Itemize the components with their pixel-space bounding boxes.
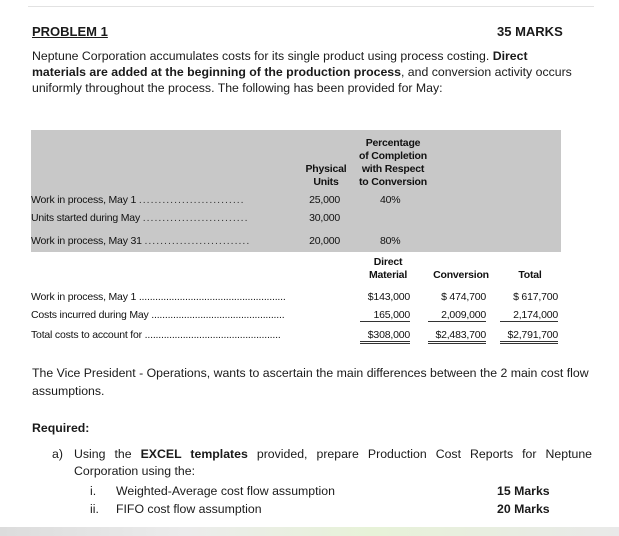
- problem-title: PROBLEM 1: [32, 24, 108, 39]
- item-marker: i.: [90, 484, 97, 498]
- units-value: 30,000: [309, 212, 340, 224]
- direct-material-header: [362, 256, 414, 282]
- units-value: 20,000: [309, 235, 340, 247]
- vp-paragraph: The Vice President - Operations, wants to ascertain the main differences between the 2 main cost flow assumptions.: [32, 366, 589, 398]
- total-value: $2,791,700: [500, 329, 558, 344]
- units-table-background: [31, 130, 561, 252]
- units-row-label: [31, 212, 265, 224]
- top-divider: [28, 6, 594, 7]
- intro-text-2: , and conversion activity occurs uniformly throughout the process. The following has been provided for May:: [32, 65, 572, 95]
- cost-row-label-text: Total costs to account for: [31, 329, 142, 341]
- conversion-header: Conversion: [433, 269, 489, 281]
- question-a-bold: EXCEL templates: [140, 447, 248, 461]
- item-marker: ii.: [90, 502, 99, 516]
- physical-header-line-2: Units: [313, 176, 339, 188]
- pct-header-line-1: Percentage: [365, 137, 421, 149]
- intro-text-1: Neptune Corporation accumulates costs for its single product using process costing.: [32, 49, 493, 63]
- conversion-value: 2,009,000: [428, 309, 486, 322]
- cost-row-label: [31, 329, 361, 341]
- physical-header-line-1: Physical: [305, 163, 347, 175]
- pct-completion-header: [355, 137, 431, 189]
- item-marks: 15 Marks: [497, 484, 550, 498]
- conversion-value: $2,483,700: [428, 329, 486, 344]
- question-a: [52, 446, 592, 480]
- pct-value: 80%: [380, 235, 401, 247]
- pct-header-line-4: to Conversion: [359, 176, 427, 188]
- question-a-text: [74, 446, 592, 480]
- total-value: $ 617,700: [513, 291, 558, 303]
- total-header: Total: [518, 269, 542, 281]
- leader-dots: ......................................................: [138, 291, 286, 303]
- dm-value: $308,000: [360, 329, 410, 344]
- question-a-marker: a): [52, 447, 63, 461]
- item-text: FIFO cost flow assumption: [116, 502, 262, 516]
- question-a-post: provided, prepare Production Cost Reports for Neptune Corporation using the:: [74, 447, 592, 478]
- cost-row-label-text: Costs incurred during May: [31, 309, 149, 321]
- item-marks: 20 Marks: [497, 502, 550, 516]
- intro-paragraph: [32, 48, 572, 96]
- total-value: 2,174,000: [500, 309, 558, 322]
- leader-dots: .................................................: [151, 309, 285, 321]
- pct-header-line-2: of Completion: [359, 150, 427, 162]
- leader-dots: ...........................: [142, 212, 249, 224]
- pct-value: 40%: [380, 194, 401, 206]
- dm-header-line-2: Material: [368, 269, 408, 281]
- item-text: Weighted-Average cost flow assumption: [116, 484, 335, 498]
- cost-row-label: [31, 309, 361, 321]
- problem-marks: 35 MARKS: [497, 24, 563, 39]
- units-value: 25,000: [309, 194, 340, 206]
- required-heading: Required:: [32, 421, 90, 435]
- bottom-edge-strip: [0, 527, 619, 536]
- units-row-label: [31, 194, 265, 206]
- physical-units-header: [296, 163, 356, 189]
- units-row-label: [31, 235, 265, 247]
- dm-header-line-1: Direct: [373, 256, 403, 268]
- units-row-label-text: Work in process, May 1: [31, 194, 137, 206]
- dm-value: 165,000: [360, 309, 410, 322]
- dm-value: $143,000: [367, 291, 410, 303]
- leader-dots: ...........................: [138, 194, 245, 206]
- pct-header-line-3: with Respect: [361, 163, 425, 175]
- leader-dots: ...........................: [144, 235, 251, 247]
- units-row-label-text: Units started during May: [31, 212, 140, 224]
- units-row-label-text: Work in process, May 31: [31, 235, 142, 247]
- cost-row-label-text: Work in process, May 1: [31, 291, 137, 303]
- cost-row-label: [31, 291, 361, 303]
- conversion-value: $ 474,700: [441, 291, 486, 303]
- question-a-pre: Using the: [74, 447, 141, 461]
- intro-bold-text: Direct materials are added at the beginning of the production process: [32, 49, 528, 79]
- leader-dots: ..................................................: [144, 329, 281, 341]
